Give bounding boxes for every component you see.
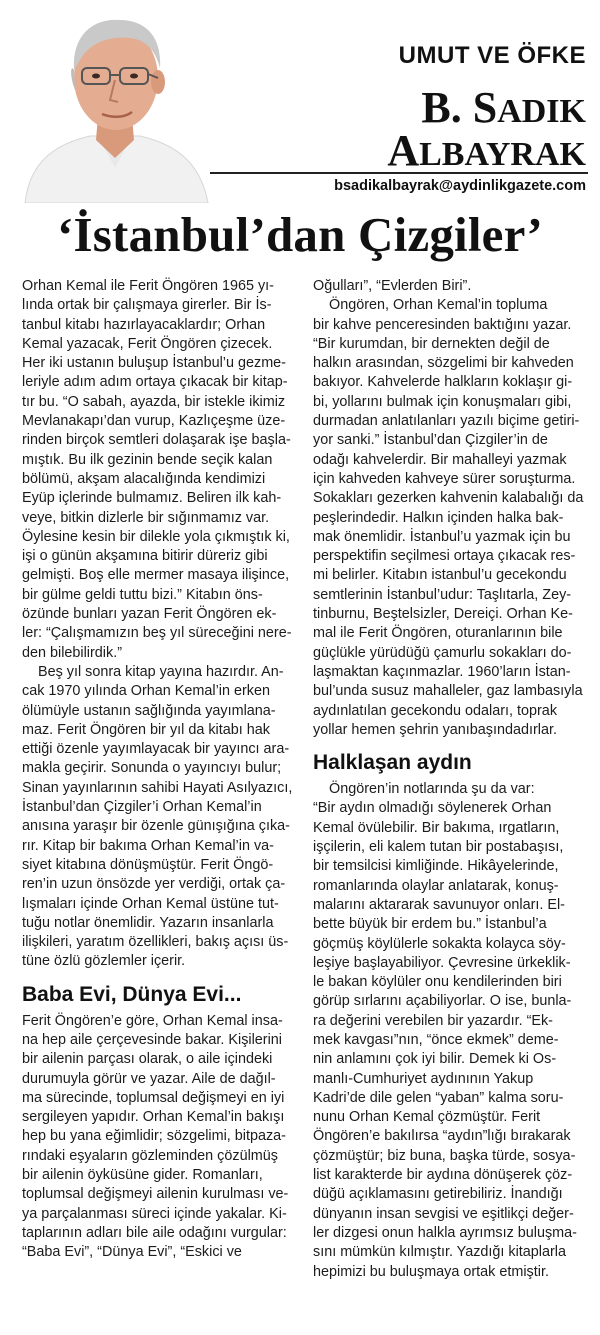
author-portrait xyxy=(20,8,210,203)
left-column xyxy=(22,277,293,1263)
column-name: UMUT VE ÖFKE xyxy=(398,42,586,69)
paragraph: Beş yıl sonra kitap yayına hazırdır. An- cak 1970 yılında Orhan Kemal’in erken ölümüyle ustanın sağlığında yayımlana- maz. Ferit Öngören bir yıl da kitabı hak ettiği özenle yayımlayacak bir yayıncı ara- makla geçirir. Sonunda o yayıncıyı bulur; Sinan yayınlarının sahibi Hayati Asılyazıcı, İstanbul’dan Çizgiler’i Orhan Kemal’in anısına yaraşır bir özenle günışığına çıka- rır. Kitap bir bakıma Orhan Kemal’in va- siyet kitabına dönüşmüştür. Ferit Öngö- ren’in uzun önsözde yer verdiği, ortak ça- lışmaları içinde Orhan Kemal üstüne tut- tuğu notlar önemlidir. Yazarın insanlarla ilişkileri, yaratım özellikleri, bakış açısı üs- tüne özlü gözlemler içerir. xyxy=(22,663,293,970)
right-column xyxy=(313,277,584,1282)
author-email: bsadikalbayrak@aydinlikgazete.com xyxy=(334,178,586,194)
paragraph: Oğulları”, “Evlerden Biri”. xyxy=(313,278,472,294)
paragraph: Öngören’in notlarında şu da var: “Bir aydın olmadığı söylenerek Orhan Kemal övülebilir. Bir bakıma, ırgatların, işçilerin, eli kalem tutan bir postabaşısı, bir temsilcisi kimliğinde. Hikâyelerinde, romanlarında olaylar anlatarak, konuş- malarını aktararak savunuyor onları. El- bette büyük bir erdem bu.” İstanbul’a göçmüş köylülerle sokakta kolayca söy- leşiye başlayabiliyor. Çevresine ürkeklik- le bakan köylüler onu kendilerinden biri görüp sırlarını açabiliyorlar. O ise, bunla- ra değerini verebilen bir yazardır. “Ek- mek kavgası”nın, “önce ekmek” deme- nin anlamını çok iyi bilir. Demek ki Os- manlı-Cumhuriyet aydınının Yakup Kadri’de dile gelen “yaban” kalma soru- nunu Orhan Kemal çözmüştür. Ferit Öngören’e bakılırsa “aydın”lığı bırakarak çözmüştür; biz buna, başka türde, sosya- list karakterde bir aydına dönüşerek çöz- düğü açıklamasını getirebiliriz. İnandığı dünyanın insan sevgisi ve eşitlikçi değer- ler dizgesi onun halkla ayrımsız buluşma- sını mümkün kılmıştır. Yazdığı kitaplarla hepimizi bu buluşmaya ortak etmiştir. xyxy=(313,781,577,1280)
author-last-name xyxy=(387,125,586,176)
paragraph: Orhan Kemal ile Ferit Öngören 1965 yı- lında ortak bir çalışmaya girerler. Bir İs- tanbul kitabı hazırlayacaklardır; Orhan Kemal yazacak, Ferit Öngören çizecek. Her iki ustanın buluşup İstanbul’u gezme- leriyle adım adım ortaya çıkacak bir kitap- tır bu. “O sabah, ayazda, bir istekle ikimiz Mevlanakapı’dan vurup, Kazlıçeşme üze- rinden birçok semtleri dolaşarak işe başla- mıştık. Bu ilk gezinin bende seçik kalan bölümü, akşam alacalığında kendimizi Eyüp içlerinde bulmamız. Beliren ilk kah- veye, bitkin dizlerle bir sığınmamız var. Öylesine kesin bir dilekle yola çıkmıştık ki, işi o günün akşamına bitirir düreriz gibi gelmişti. Boş elle mermer masaya ilişince, bir gülme geldi tuttu bizi.” Kitabın öns- özünde bunları yazan Ferit Öngören ek- ler: “Çalışmamızın beş yıl süreceğini nere- den bilebilirdik.” xyxy=(22,278,292,661)
column-header xyxy=(0,0,600,205)
paragraph: Öngören, Orhan Kemal’in topluma bir kahve penceresinden baktığını yazar. “Bir kurumdan, bir dernekten değil de halkın arasından, sözgelimi bir kahveden bakıyor. Kahvelerde halkların koklaşır gi- bi, yollarını bulmak için konuşmaları gibi, durmadan anlatılanları yazılı biçime getiri- yor sanki.” İstanbul’dan Çizgiler’in de odağı kahvelerdir. Bir mahalleyi yazmak için kahveden kahveye sürer soruşturma. Sokakları gezerken kahvenin kalabalığı da peşlerindedir. Halkın içinden halka bak- mak önemlidir. İstanbul’u yazmak için bu perspektifin seçilmesi ortaya çıkacak res- mi belirler. Kitabın istanbul’u gecekondu semtlerinin İstanbul’udur: Taşlıtarla, Zey- tinburnu, Beştelsizler, Dereiçi. Orhan Ke- mal ile Ferit Öngören, oturanlarının bile güçlükle yürüdüğü çamurlu sokakları do- laşmaktan kaçınmazlar. 1960’ların İstan- bul’unda susuz mahalleler, gaz lambasıyla aydınlatılan gecekondu odaları, toprak yollar hemen şehrin yanıbaşındadırlar. xyxy=(313,297,584,738)
article-title: ‘İstanbul’dan Çizgiler’ xyxy=(57,207,543,262)
author-first-name-cap: B. S xyxy=(421,83,498,132)
author-last-name-cap: A xyxy=(387,126,420,175)
paragraph: Ferit Öngören’e göre, Orhan Kemal insa- na hep aile çerçevesinde bakar. Kişilerini bir ailenin parçası olarak, o aile içindeki durumuyla görür ve yazar. Aile de dağıl- ma sürecinde, toplumsal değişmeyi en iyi sergileyen yapıdır. Orhan Kemal’in bakışı hep bu yana eğimlidir; sözgelimi, bitpaza- rındaki eşyaların gözleminden çözülmüş bir ailenin öyküsüne gider. Romanları, toplumsal değişmeyi ailenin kurulması ve- ya parçalanması süreci içinde yakalar. Ki- taplarının adları bile aile odağını vurgular: “Baba Evi”, “Dünya Evi”, “Eskici ve xyxy=(22,1012,289,1261)
author-first-name-rest: ADIK xyxy=(497,93,586,130)
subheading: Baba Evi, Dünya Evi... xyxy=(22,982,242,1006)
author-last-name-rest: LBAYRAK xyxy=(419,136,586,173)
subheading: Halklaşan aydın xyxy=(313,751,472,775)
email-bar xyxy=(210,172,588,202)
